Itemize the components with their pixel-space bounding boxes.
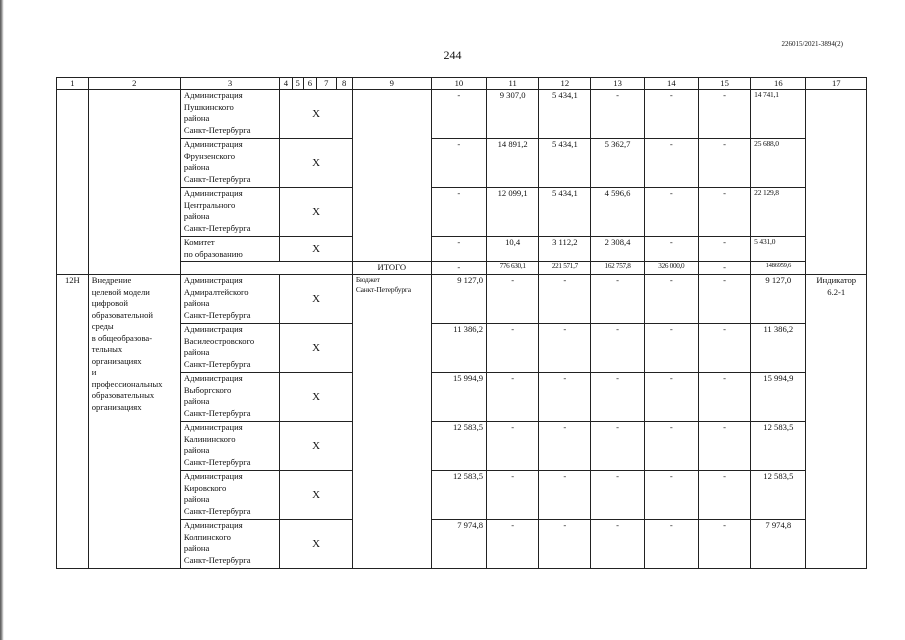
total-label: ИТОГО <box>352 262 431 275</box>
value-cell: 10,4 <box>487 237 539 262</box>
value-cell: 15 994,9 <box>751 373 806 422</box>
value-cell: - <box>431 188 486 237</box>
value-cell: - <box>539 324 591 373</box>
admin-cell-line: Санкт-Петербурга <box>183 124 251 135</box>
value-cell: - <box>591 471 644 520</box>
value-cell: - <box>487 422 539 471</box>
page-number: 244 <box>443 48 462 62</box>
value-cell: 15 994,9 <box>431 373 486 422</box>
value-cell: - <box>644 520 698 569</box>
value-cell: - <box>539 520 591 569</box>
value-cell: - <box>698 139 750 188</box>
value-cell: 5 362,7 <box>591 139 644 188</box>
header-cell: 13 <box>591 78 644 90</box>
value-cell: - <box>591 373 644 422</box>
header-row <box>57 78 867 90</box>
total-blank-cell <box>180 262 352 275</box>
value-cell: - <box>698 275 750 324</box>
admin-cell-line: Администрация <box>183 422 243 432</box>
admin-cell-line: Колпинского <box>183 531 231 542</box>
funding-source <box>352 275 431 569</box>
scan-edge-shadow <box>0 0 4 640</box>
measure-name-line: образовательной <box>91 309 153 320</box>
admin-cell-line: Администрация <box>183 373 243 383</box>
admin-cell-line: Фрунзенского <box>183 150 236 161</box>
indicator-cell <box>806 275 867 569</box>
value-cell: 9 127,0 <box>751 275 806 324</box>
value-cell: 14 891,2 <box>487 139 539 188</box>
value-cell: - <box>591 275 644 324</box>
table-row <box>57 275 867 324</box>
value-cell: - <box>644 237 698 262</box>
mark-x-cell: Х <box>280 90 353 139</box>
total-value-cell: - <box>698 262 750 275</box>
admin-cell-line: Администрация <box>183 275 243 285</box>
value-cell: 9 127,0 <box>431 275 486 324</box>
admin-cell-line: Санкт-Петербурга <box>183 309 251 320</box>
value-cell: - <box>644 373 698 422</box>
value-cell: 22 129,8 <box>751 188 806 237</box>
value-cell: - <box>698 90 750 139</box>
value-cell: - <box>431 237 486 262</box>
header-cell: 1 <box>57 78 89 90</box>
admin-cell-line: Санкт-Петербурга <box>183 554 251 565</box>
mark-x-cell: Х <box>280 422 353 471</box>
admin-cell-line: Адмиралтейского <box>183 286 249 297</box>
header-cell: 8 <box>336 78 352 90</box>
admin-cell-line: Санкт-Петербурга <box>183 456 251 467</box>
admin-cell-line: Центрального <box>183 199 236 210</box>
admin-cell-line: района <box>183 494 210 505</box>
value-cell: - <box>644 90 698 139</box>
total-value-cell: 776 630,1 <box>487 262 539 275</box>
admin-cell-line: района <box>183 211 210 222</box>
header-cell: 5 <box>292 78 303 90</box>
value-cell: 12 583,5 <box>431 422 486 471</box>
value-cell: - <box>487 520 539 569</box>
header-cell: 16 <box>751 78 806 90</box>
header-cell: 9 <box>352 78 431 90</box>
admin-cell-line: района <box>183 162 210 173</box>
admin-cell <box>180 324 279 373</box>
admin-cell-line: района <box>183 347 210 358</box>
value-cell: 2 308,4 <box>591 237 644 262</box>
value-cell: - <box>539 275 591 324</box>
admin-cell-line: Администрация <box>183 139 243 149</box>
value-cell: - <box>431 90 486 139</box>
admin-cell <box>180 275 279 324</box>
mark-x-cell: Х <box>280 471 353 520</box>
header-cell: 12 <box>539 78 591 90</box>
admin-cell <box>180 373 279 422</box>
admin-cell-line: Выборгского <box>183 384 232 395</box>
value-cell: - <box>698 324 750 373</box>
value-cell: - <box>698 520 750 569</box>
value-cell: 12 583,5 <box>751 471 806 520</box>
document-reference: 226015/2021-3894(2) <box>781 40 843 48</box>
admin-cell <box>180 90 279 139</box>
value-cell: - <box>698 422 750 471</box>
total-value-cell: 221 571,7 <box>539 262 591 275</box>
value-cell: 3 112,2 <box>539 237 591 262</box>
value-cell: 5 434,1 <box>539 188 591 237</box>
value-cell: - <box>539 373 591 422</box>
value-cell: - <box>591 324 644 373</box>
value-cell: - <box>698 471 750 520</box>
total-value-cell: 326 000,0 <box>644 262 698 275</box>
admin-cell-line: Администрация <box>183 90 243 100</box>
value-cell: - <box>698 237 750 262</box>
measure-name-line: и <box>91 367 97 378</box>
value-cell: - <box>644 324 698 373</box>
header-cell: 15 <box>698 78 750 90</box>
value-cell: 5 434,1 <box>539 90 591 139</box>
value-cell: 7 974,8 <box>751 520 806 569</box>
value-cell: - <box>539 471 591 520</box>
admin-cell-line: Кировского <box>183 482 227 493</box>
value-cell: - <box>698 373 750 422</box>
header-cell: 6 <box>303 78 316 90</box>
value-cell: 12 099,1 <box>487 188 539 237</box>
value-cell: - <box>591 90 644 139</box>
mark-x-cell: Х <box>280 324 353 373</box>
header-cell: 10 <box>431 78 486 90</box>
mark-x-cell: Х <box>280 373 353 422</box>
value-cell: - <box>487 275 539 324</box>
value-cell: 25 688,0 <box>751 139 806 188</box>
measure-name-line: организациях <box>91 355 142 366</box>
measure-name-line: Внедрение <box>91 275 132 285</box>
value-cell: 11 386,2 <box>431 324 486 373</box>
mark-x-cell: Х <box>280 139 353 188</box>
admin-cell-line: Санкт-Петербурга <box>183 173 251 184</box>
measure-name-line: цифровой <box>91 298 128 309</box>
empty-cell-source <box>352 90 431 262</box>
admin-cell-line: Санкт-Петербурга <box>183 407 251 418</box>
admin-cell-line: Калининского <box>183 433 236 444</box>
mark-x-cell: Х <box>280 188 353 237</box>
measure-name-line: в общеобразова- <box>91 332 153 343</box>
measure-name-line: профессиональных <box>91 378 163 389</box>
empty-cell-indicator <box>806 90 867 275</box>
mark-x-cell: Х <box>280 275 353 324</box>
measure-name-line: тельных <box>91 344 123 355</box>
admin-cell <box>180 188 279 237</box>
budget-table <box>56 77 867 569</box>
value-cell: - <box>644 422 698 471</box>
value-cell: - <box>644 188 698 237</box>
table-row <box>57 90 867 139</box>
admin-cell-line: Комитет <box>183 237 215 247</box>
admin-cell-line: по образованию <box>183 248 243 259</box>
value-cell: - <box>539 422 591 471</box>
measure-name-line: целевой модели <box>91 286 150 297</box>
value-cell: 12 583,5 <box>751 422 806 471</box>
funding-source-line: Санкт-Петербурга <box>355 285 411 295</box>
value-cell: 9 307,0 <box>487 90 539 139</box>
admin-cell-line: района <box>183 543 210 554</box>
value-cell: 14 741,1 <box>751 90 806 139</box>
admin-cell-line: Администрация <box>183 324 243 334</box>
admin-cell-line: Санкт-Петербурга <box>183 358 251 369</box>
value-cell: - <box>591 422 644 471</box>
admin-cell-line: Администрация <box>183 520 243 530</box>
measure-name <box>88 275 180 569</box>
admin-cell-line: района <box>183 445 210 456</box>
value-cell: - <box>431 139 486 188</box>
admin-cell <box>180 471 279 520</box>
value-cell: - <box>698 188 750 237</box>
value-cell: 5 434,1 <box>539 139 591 188</box>
value-cell: 11 386,2 <box>751 324 806 373</box>
measure-code: 12Н <box>57 275 89 569</box>
admin-cell-line: Василеостровского <box>183 335 255 346</box>
measure-name-line: образовательных <box>91 390 155 401</box>
admin-cell <box>180 139 279 188</box>
measure-name-line: среды <box>91 321 114 332</box>
admin-cell <box>180 422 279 471</box>
admin-cell-line: Пушкинского <box>183 101 234 112</box>
header-cell: 2 <box>88 78 180 90</box>
total-value-cell: 1486959,6 <box>751 262 806 275</box>
header-cell: 14 <box>644 78 698 90</box>
value-cell: - <box>644 275 698 324</box>
admin-cell-line: района <box>183 113 210 124</box>
value-cell: - <box>644 471 698 520</box>
value-cell: 5 431,0 <box>751 237 806 262</box>
admin-cell-line: Администрация <box>183 471 243 481</box>
admin-cell-line: Санкт-Петербурга <box>183 222 251 233</box>
indicator-cell-line: 6.2-1 <box>827 286 846 297</box>
admin-cell-line: района <box>183 298 210 309</box>
value-cell: - <box>487 373 539 422</box>
header-cell: 4 <box>280 78 292 90</box>
admin-cell <box>180 237 279 262</box>
value-cell: 7 974,8 <box>431 520 486 569</box>
value-cell: - <box>487 471 539 520</box>
empty-cell-name <box>88 90 180 275</box>
header-cell: 11 <box>487 78 539 90</box>
admin-cell-line: Санкт-Петербурга <box>183 505 251 516</box>
funding-source-line: Бюджет <box>355 275 380 284</box>
admin-cell-line: района <box>183 396 210 407</box>
value-cell: - <box>591 520 644 569</box>
admin-cell <box>180 520 279 569</box>
value-cell: - <box>487 324 539 373</box>
value-cell: 12 583,5 <box>431 471 486 520</box>
empty-cell-code <box>57 90 89 275</box>
indicator-cell-line: Индикатор <box>816 275 857 285</box>
header-cell: 3 <box>180 78 279 90</box>
mark-x-cell: Х <box>280 520 353 569</box>
measure-name-line: организациях <box>91 401 142 412</box>
total-value-cell: - <box>431 262 486 275</box>
total-value-cell: 162 757,8 <box>591 262 644 275</box>
value-cell: 4 596,6 <box>591 188 644 237</box>
header-cell: 17 <box>806 78 867 90</box>
value-cell: - <box>644 139 698 188</box>
admin-cell-line: Администрация <box>183 188 243 198</box>
mark-x-cell: Х <box>280 237 353 262</box>
header-cell: 7 <box>317 78 336 90</box>
